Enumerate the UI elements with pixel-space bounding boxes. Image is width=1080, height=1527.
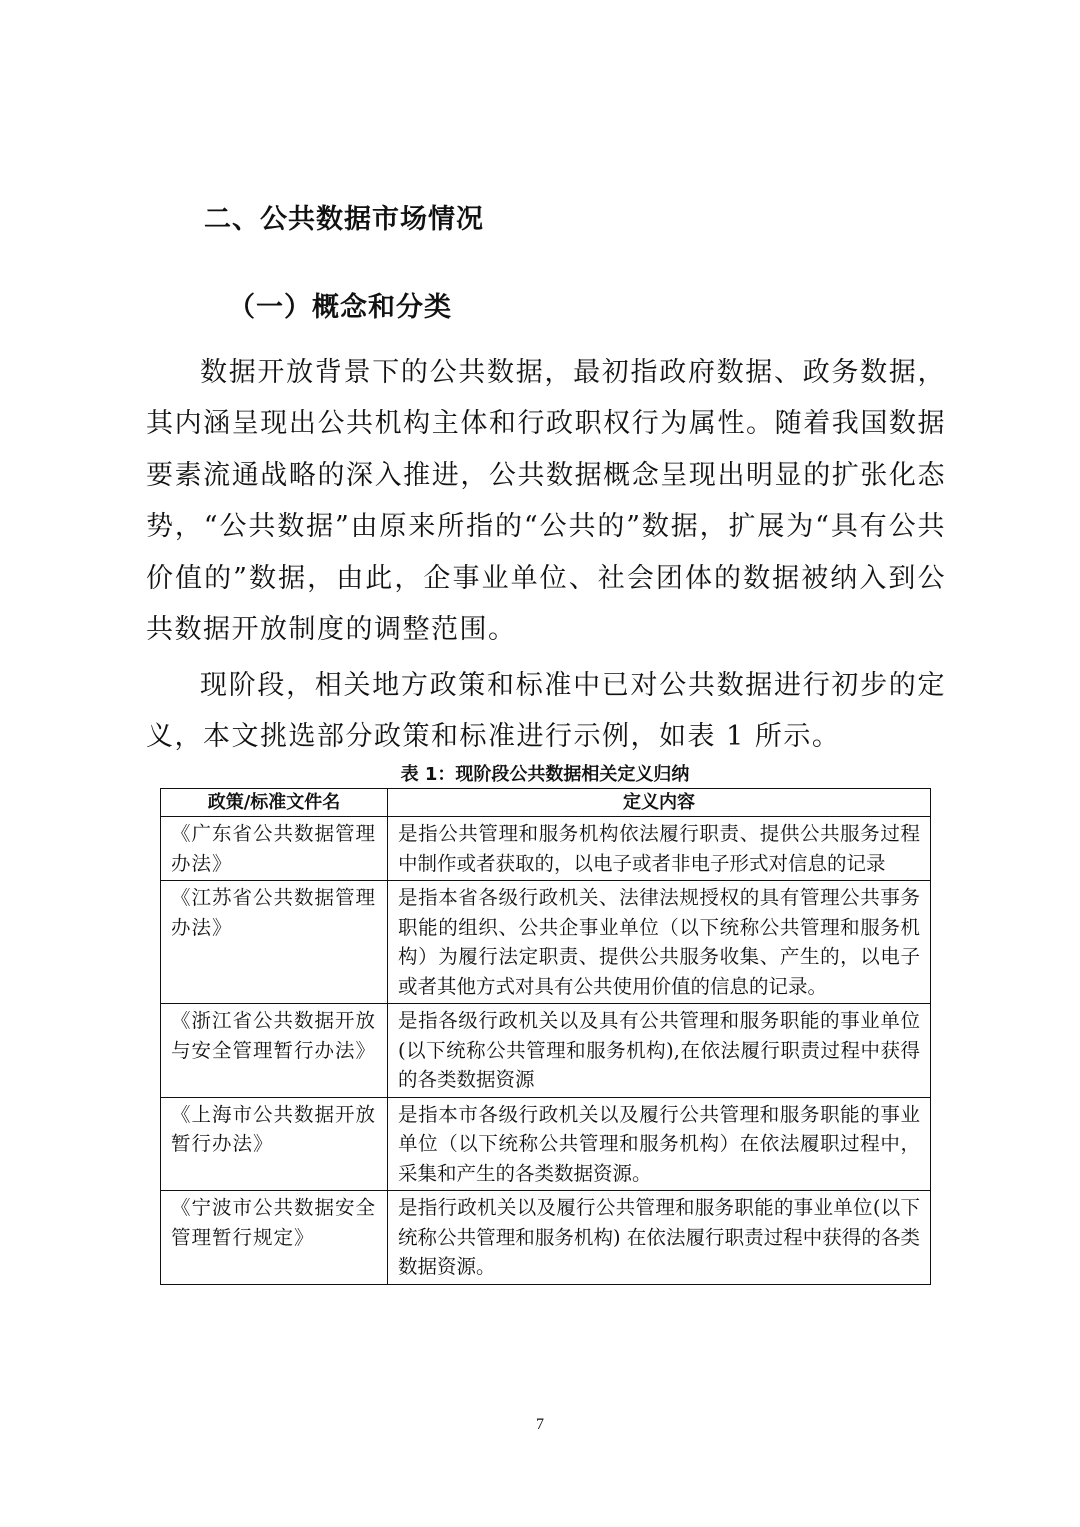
document-name-cell: 《浙江省公共数据开放与安全管理暂行办法》 <box>161 1004 388 1098</box>
document-name-cell: 《江苏省公共数据管理办法》 <box>161 881 388 1004</box>
definition-cell: 是指各级行政机关以及具有公共管理和服务职能的事业单位(以下统称公共管理和服务机构),在依法履行职责过程中获得的各类数据资源 <box>388 1004 931 1098</box>
definition-cell: 是指本市各级行政机关以及履行公共管理和服务职能的事业单位（以下统称公共管理和服务机构）在依法履职过程中，采集和产生的各类数据资源。 <box>388 1097 931 1191</box>
table-row <box>161 817 931 881</box>
subsection-heading: （一）概念和分类 <box>228 292 452 323</box>
body-paragraph-1: 数据开放背景下的公共数据，最初指政府数据、政务数据，其内涵呈现出公共机构主体和行政职权行为属性。随着我国数据要素流通战略的深入推进，公共数据概念呈现出明显的扩张化态势，“公共数据”由原来所指的“公共的”数据，扩展为“具有公共价值的”数据，由此，企事业单位、社会团体的数据被纳入到公共数据开放制度的调整范围。 <box>146 357 946 646</box>
section-heading: 二、公共数据市场情况 <box>204 204 484 235</box>
table-row <box>161 1191 931 1285</box>
table-row <box>161 1097 931 1191</box>
table-header-row <box>161 789 931 817</box>
definition-cell: 是指本省各级行政机关、法律法规授权的具有管理公共事务职能的组织、公共企事业单位（以下统称公共管理和服务机构）为履行法定职责、提供公共服务收集、产生的，以电子或者其他方式对具有公共使用价值的信息的记录。 <box>388 881 931 1004</box>
body-paragraph-2: 现阶段，相关地方政策和标准中已对公共数据进行初步的定义，本文挑选部分政策和标准进行示例，如表 1 所示。 <box>146 670 946 753</box>
header-definition: 定义内容 <box>388 789 931 817</box>
table-row <box>161 881 931 1004</box>
page-number: 7 <box>536 1416 544 1433</box>
document-name-cell: 《上海市公共数据开放暂行办法》 <box>161 1097 388 1191</box>
document-name-cell: 《宁波市公共数据安全管理暂行规定》 <box>161 1191 388 1285</box>
table-caption: 表 1：现阶段公共数据相关定义归纳 <box>400 764 690 785</box>
table-row <box>161 1004 931 1098</box>
document-name-cell: 《广东省公共数据管理办法》 <box>161 817 388 881</box>
definition-cell: 是指行政机关以及履行公共管理和服务职能的事业单位(以下统称公共管理和服务机构) 在依法履行职责过程中获得的各类数据资源。 <box>388 1191 931 1285</box>
definition-table <box>160 788 931 1285</box>
definition-cell: 是指公共管理和服务机构依法履行职责、提供公共服务过程中制作或者获取的，以电子或者非电子形式对信息的记录 <box>388 817 931 881</box>
header-document-name: 政策/标准文件名 <box>161 789 388 817</box>
